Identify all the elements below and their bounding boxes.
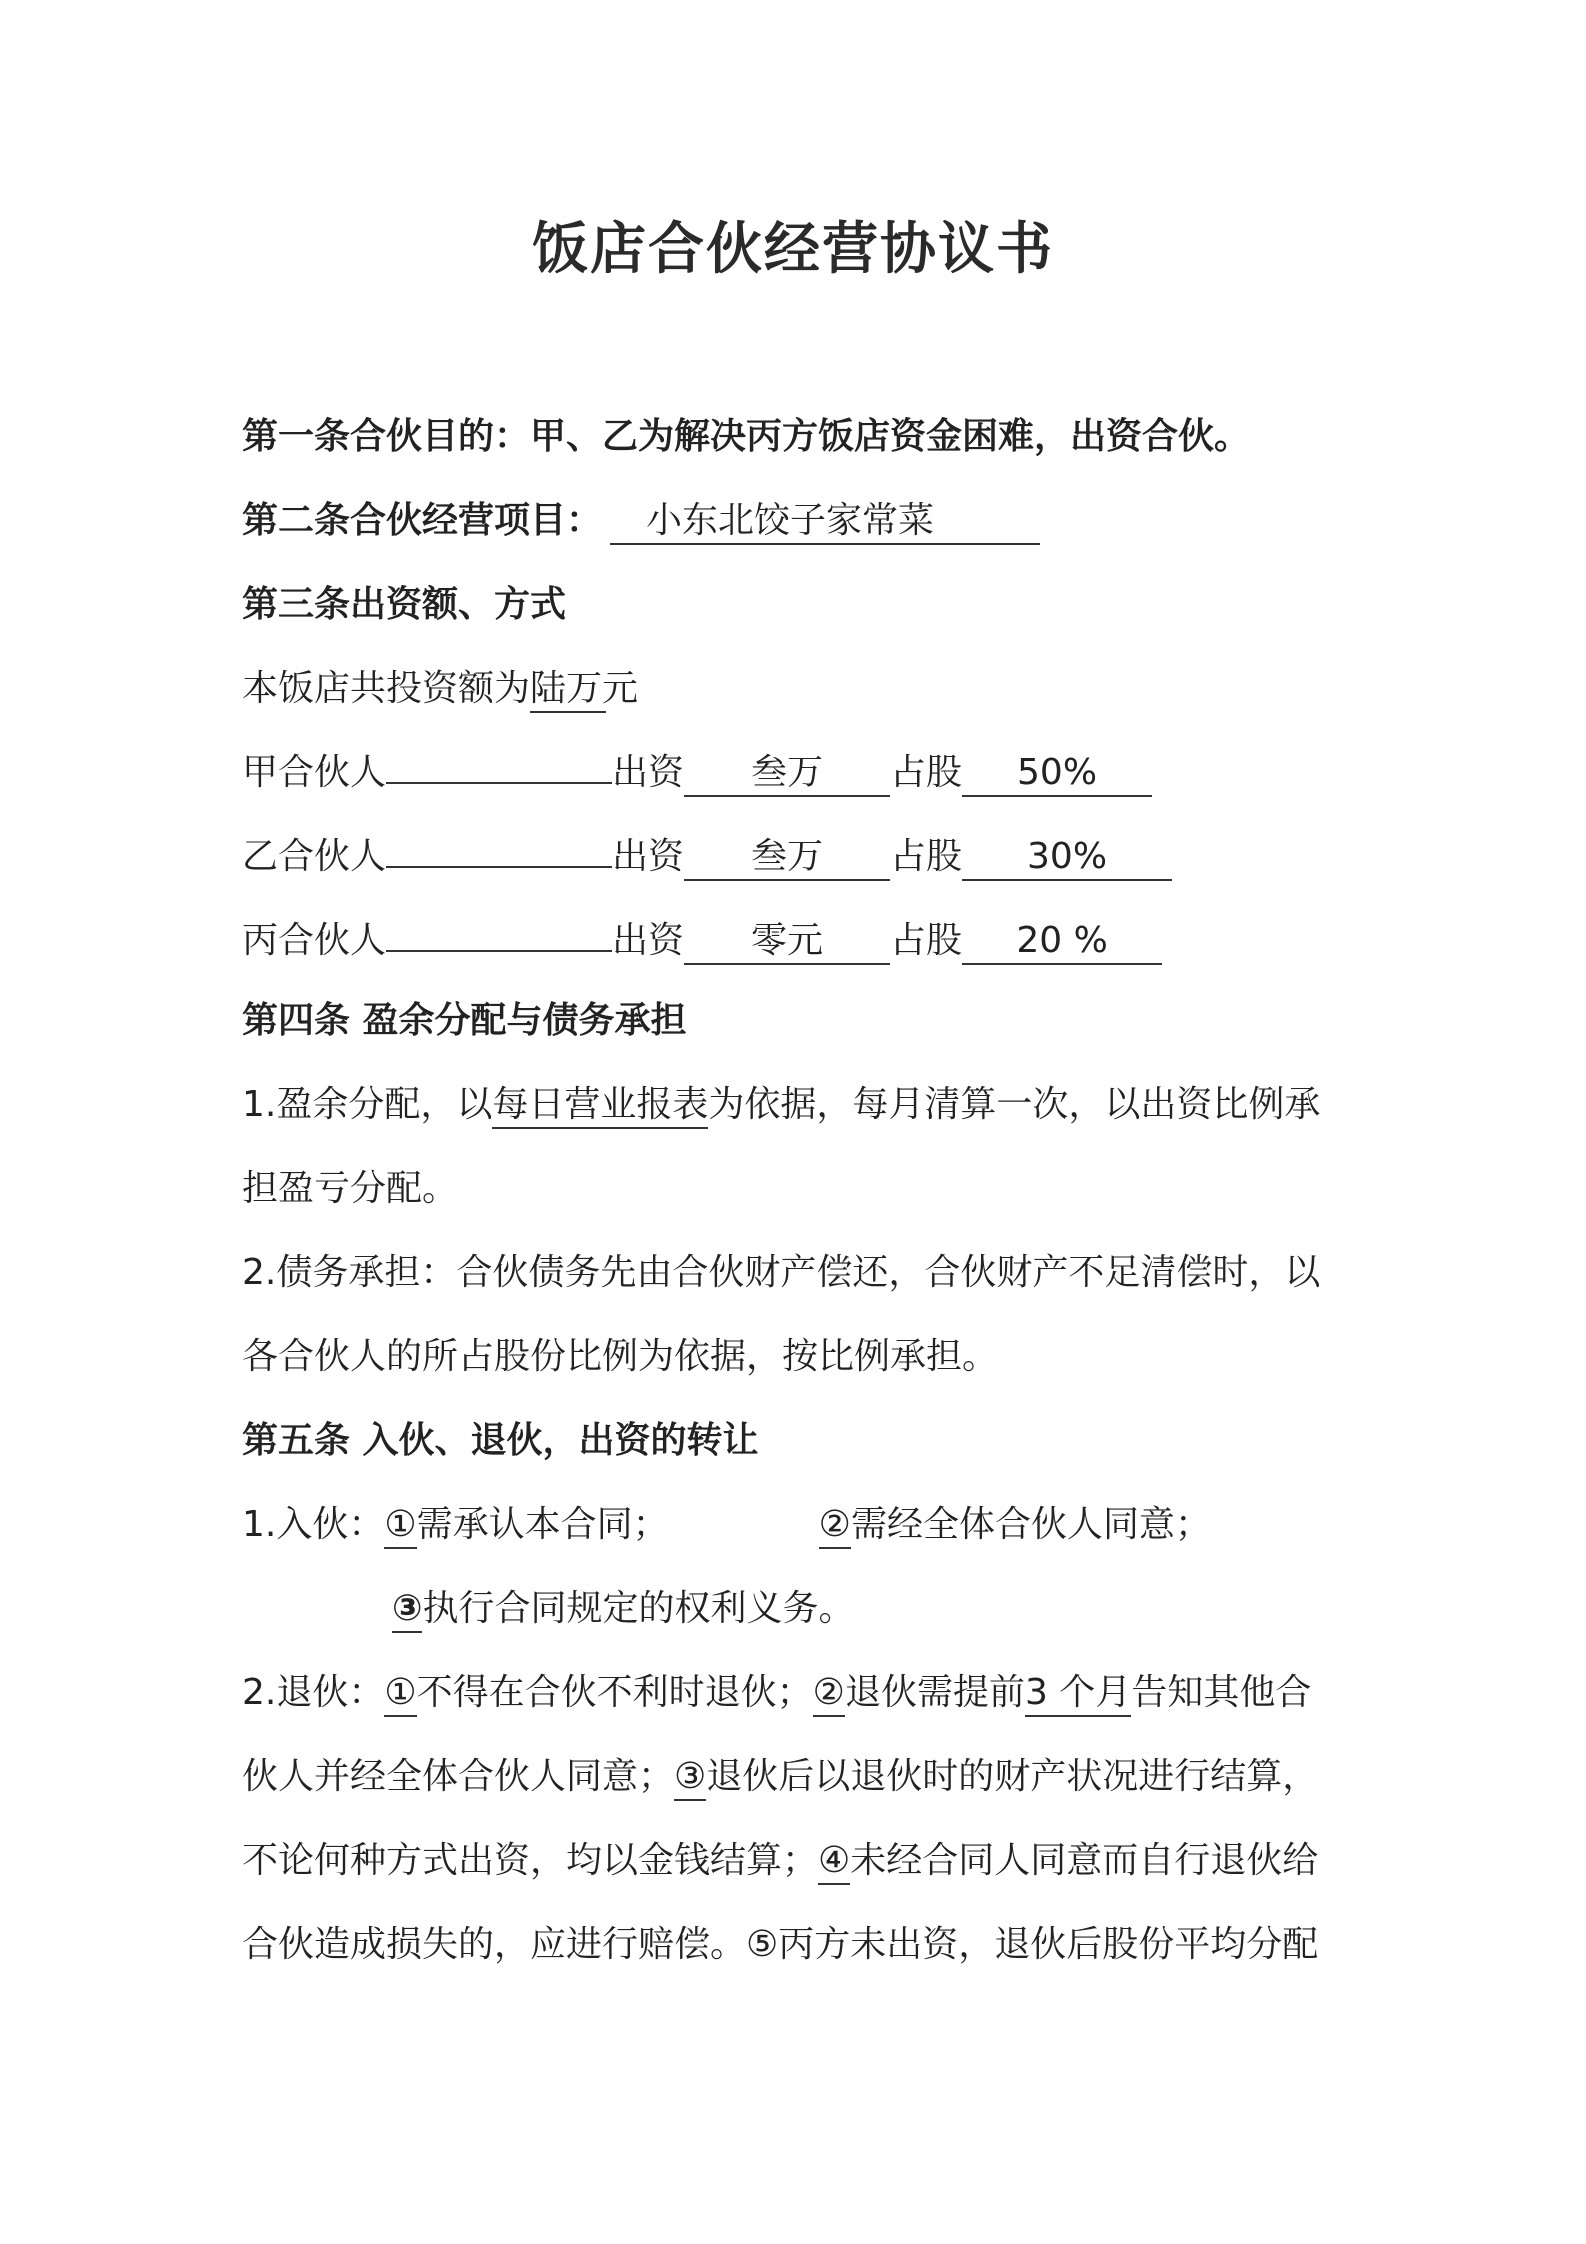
total-investment-value: 陆万元 [530, 667, 606, 713]
partner-row-2 [242, 832, 1172, 882]
article-3-heading: 第三条出资额、方式 [242, 584, 567, 625]
para-text: 为依据，每月清算一次，以出资比例承 [708, 1084, 1321, 1125]
share-label: 占股 [890, 752, 963, 793]
quit-clause [242, 1668, 1311, 1718]
share-value: 20 % [962, 919, 1162, 965]
article-5-heading: 第五条 入伙、退伙，出资的转让 [242, 1420, 759, 1461]
partner-name: 丙合伙人 [242, 920, 387, 961]
item-marker: ③ [674, 1755, 706, 1801]
item-marker: ① [384, 1671, 416, 1717]
article-4-para-2-cont: 各合伙人的所占股份比例为依据，按比例承担。 [242, 1336, 999, 1377]
article-4-heading: 第四条 盈余分配与债务承担 [242, 1000, 687, 1041]
share-value: 50% [962, 751, 1152, 797]
contribution-value: 叁万 [684, 751, 890, 797]
quit-item-2-cont: 告知其他合 [1131, 1672, 1312, 1713]
quit-text: 伙人并经全体合伙人同意； [242, 1756, 675, 1797]
article-4-para-2: 2.债务承担：合伙债务先由合伙财产偿还，合伙财产不足清偿时，以 [242, 1252, 1321, 1293]
item-marker: ④ [818, 1839, 850, 1885]
article-4-para-1 [242, 1080, 1320, 1130]
total-investment-label: 本饭店共投资额为 [242, 668, 531, 709]
partner-row-1 [242, 748, 1152, 798]
partner-name-blank [386, 950, 612, 952]
contribution-label: 出资 [612, 920, 685, 961]
article-1 [242, 412, 1250, 462]
notice-period: 3 个月 [1025, 1671, 1131, 1717]
project-name-field: 小东北饺子家常菜 [610, 499, 1040, 545]
quit-item-2: 退伙需提前 [844, 1672, 1025, 1713]
article-1-text: 甲、乙为解决丙方饭店资金困难，出资合伙。 [530, 416, 1251, 457]
item-marker: ② [813, 1671, 845, 1717]
join-item-2: 需经全体合伙人同意； [850, 1504, 1211, 1545]
item-marker: ① [384, 1503, 416, 1549]
join-label: 1.入伙： [242, 1504, 385, 1545]
contribution-label: 出资 [612, 752, 685, 793]
contribution-value: 叁万 [684, 835, 890, 881]
share-value: 30% [962, 835, 1172, 881]
article-2-label: 第二条合伙经营项目： [242, 500, 603, 541]
quit-clause-line-2 [242, 1752, 1318, 1802]
contribution-label: 出资 [612, 836, 685, 877]
partner-name: 乙合伙人 [242, 836, 387, 877]
para-text: 1.盈余分配，以 [242, 1084, 493, 1125]
quit-clause-line-4: 合伙造成损失的，应进行赔偿。⑤丙方未出资，退伙后股份平均分配 [242, 1924, 1319, 1965]
join-clause [242, 1500, 1211, 1550]
join-clause-cont [392, 1584, 855, 1634]
quit-text: 退伙后以退伙时的财产状况进行结算， [706, 1756, 1319, 1797]
share-label: 占股 [890, 836, 963, 877]
partner-name-blank [386, 782, 612, 784]
total-investment [242, 664, 639, 714]
quit-text: 未经合同人同意而自行退伙给 [850, 1840, 1319, 1881]
item-marker: ② [819, 1503, 851, 1549]
share-label: 占股 [890, 920, 963, 961]
quit-label: 2.退伙： [242, 1672, 385, 1713]
underlined-text: 每日营业报表 [492, 1083, 708, 1129]
article-2 [242, 496, 1040, 546]
quit-clause-line-3 [242, 1836, 1318, 1886]
join-item-1: 需承认本合同； [416, 1504, 669, 1545]
join-item-3: 执行合同规定的权利义务。 [422, 1588, 855, 1629]
partner-row-3 [242, 916, 1162, 966]
quit-item-1: 不得在合伙不利时退伙； [416, 1672, 813, 1713]
partner-name-blank [386, 866, 612, 868]
quit-text: 不论何种方式出资，均以金钱结算； [242, 1840, 819, 1881]
item-marker: ③ [392, 1587, 422, 1633]
article-4-para-1-cont: 担盈亏分配。 [242, 1168, 459, 1209]
partner-name: 甲合伙人 [242, 752, 387, 793]
contribution-value: 零元 [684, 919, 890, 965]
page-title: 饭店合伙经营协议书 [532, 217, 1054, 282]
article-1-label: 第一条合伙目的： [242, 416, 531, 457]
